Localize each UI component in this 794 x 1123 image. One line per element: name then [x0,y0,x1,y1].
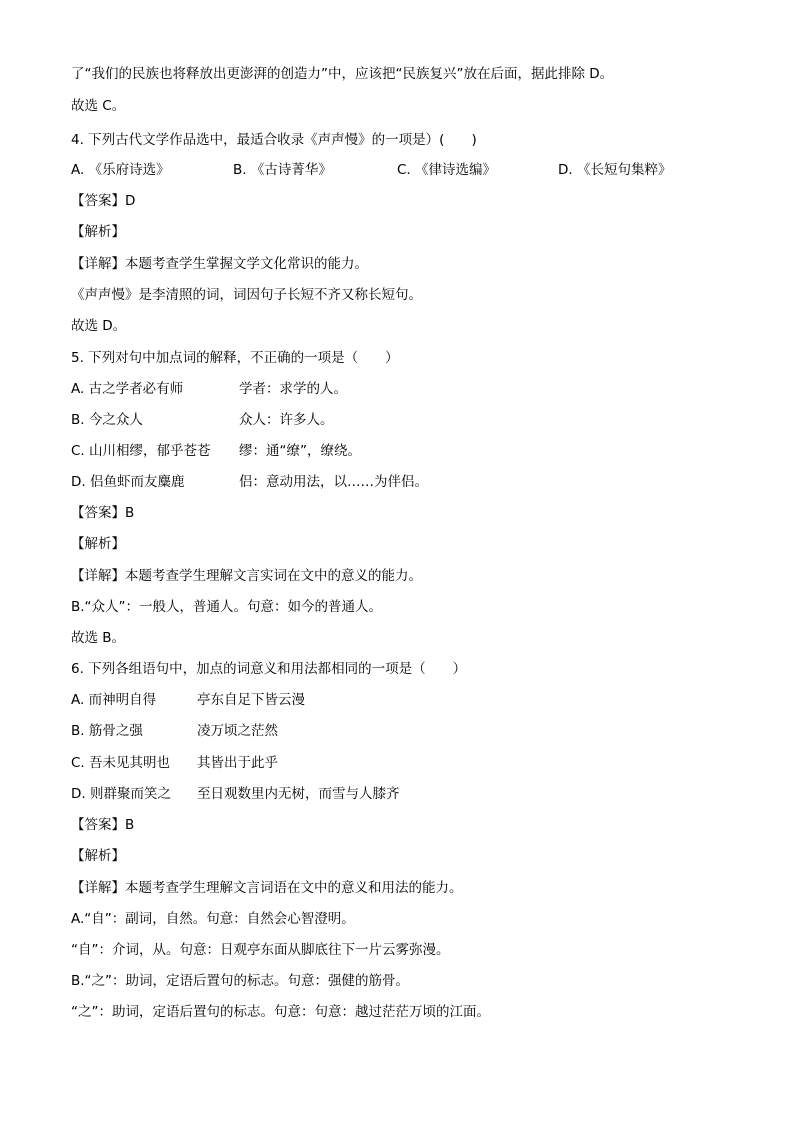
item-left: D. 则群聚而笑之 [71,786,171,802]
question-5-item [71,411,751,429]
text-line: 【详解】本题考查学生理解文言词语在文中的意义和用法的能力。 [71,880,463,896]
question-5-item [71,473,751,491]
text-line: “自”：介词，从。句意：日观亭东面从脚底往下一片云雾弥漫。 [71,942,450,958]
question-5-item [71,380,751,398]
question-6-item [71,722,751,740]
text-line: 《声声慢》是李清照的词，词因句子长短不齐又称长短句。 [71,287,422,303]
text-line: 故选 D。 [71,318,127,334]
item-left: C. 山川相缪，郁乎苍苍 [71,443,211,459]
option-d: D. 《长短句集粹》 [558,162,672,178]
answer-label: 【答案】B [71,817,135,833]
text-line: 故选 C。 [71,98,126,114]
item-right: 缪：通“缭”，缭绕。 [239,443,361,459]
analysis-label: 【解析】 [71,848,125,864]
option-a: A. 《乐府诗选》 [71,162,170,178]
text-line: 【详解】本题考查学生理解文言实词在文中的意义的能力。 [71,568,422,584]
option-c: C. 《律诗选编》 [397,162,497,178]
item-right: 其皆出于此乎 [197,755,278,771]
item-left: C. 吾未见其明也 [71,755,171,771]
item-right: 学者：求学的人。 [239,381,347,397]
item-left: A. 古之学者必有师 [71,381,184,397]
question-4-stem: 4. 下列古代文学作品选中，最适合收录《声声慢》的一项是）( ) [71,132,477,148]
answer-label: 【答案】D [71,193,136,209]
text-line: 故选 B。 [71,630,126,646]
question-6-item [71,785,751,803]
item-right: 众人：许多人。 [239,412,334,428]
text-line: A.“自”：副词，自然。句意：自然会心智澄明。 [71,911,355,927]
answer-label: 【答案】B [71,505,135,521]
item-left: A. 而神明自得 [71,692,157,708]
analysis-label: 【解析】 [71,224,125,240]
item-right: 亭东自足下皆云漫 [197,692,305,708]
text-line: 了“我们的民族也将释放出更澎湃的创造力”中，应该把“民族复兴”放在后面，据此排除 D。 [71,66,614,82]
question-6-item [71,754,751,772]
question-5-item [71,442,751,460]
text-line: “之”：助词，定语后置句的标志。句意：句意：越过茫茫万顷的江面。 [71,1004,490,1020]
item-left: B. 筋骨之强 [71,723,143,739]
item-right: 凌万顷之茫然 [197,723,278,739]
text-line: 【详解】本题考查学生掌握文学文化常识的能力。 [71,256,368,272]
question-4-options [71,161,751,179]
analysis-label: 【解析】 [71,536,125,552]
item-left: D. 侣鱼虾而友麋鹿 [71,474,185,490]
text-line: B.“众人”：一般人，普通人。句意：如今的普通人。 [71,599,383,615]
text-line: B.“之”：助词，定语后置句的标志。句意：强健的筋骨。 [71,973,410,989]
option-b: B. 《古诗菁华》 [233,162,332,178]
item-right: 侣：意动用法，以……为伴侣。 [239,474,428,490]
item-left: B. 今之众人 [71,412,143,428]
item-right: 至日观数里内无树，而雪与人膝齐 [197,786,400,802]
question-6-item [71,691,751,709]
question-5-stem: 5. 下列对句中加点词的解释，不正确的一项是（ ） [71,350,399,366]
question-6-stem: 6. 下列各组语句中，加点的词意义和用法都相同的一项是（ ） [71,661,467,677]
